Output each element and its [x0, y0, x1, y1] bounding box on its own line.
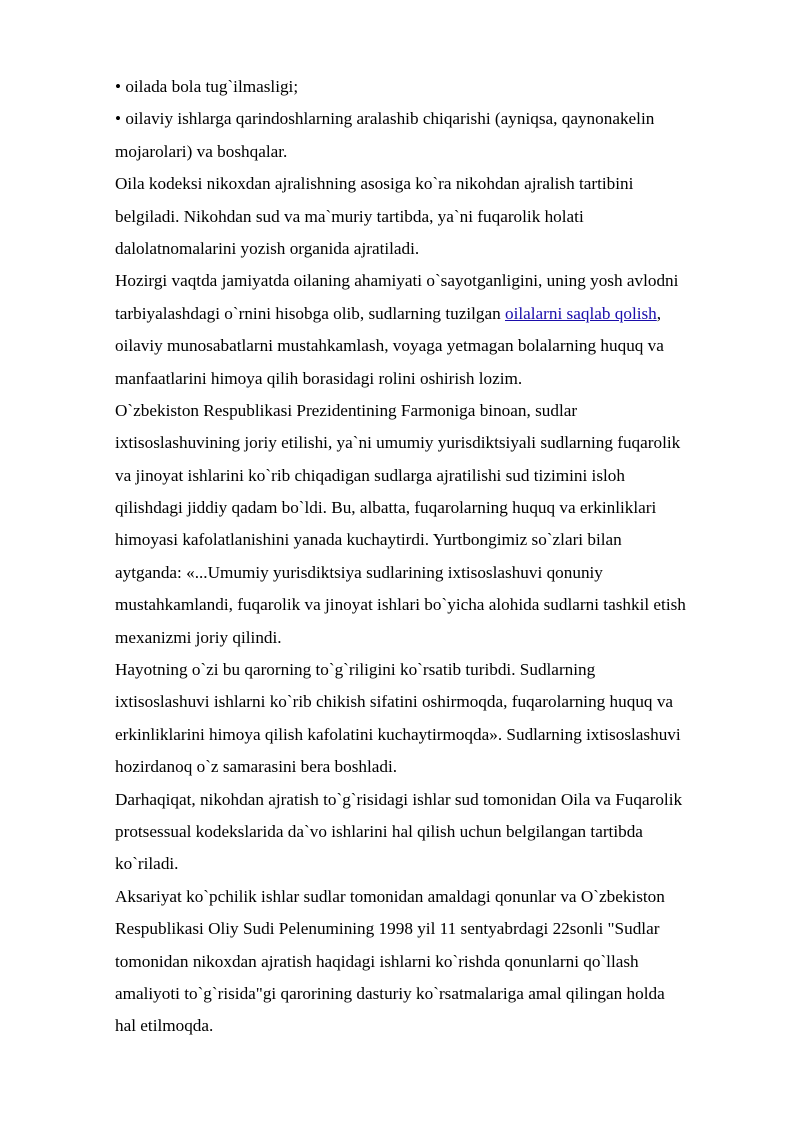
text-line: hal etilmoqda. — [115, 1016, 214, 1036]
text-line: Hayotning o`zi bu qarorning to`g`riligini ko`rsatib turibdi. Sudlarning — [115, 660, 596, 680]
bullet-item: • oilada bola tug`ilmasligi; — [115, 77, 299, 96]
text-line: mexanizmi joriy qilindi. — [115, 627, 282, 647]
text-line: mojarolari) va boshqalar. — [115, 141, 288, 161]
text-line: himoyasi kafolatlanishini yanada kuchaytirdi. Yurtbongimiz so`zlari bilan — [115, 530, 622, 550]
text-line: tomonidan nikoxdan ajratish haqidagi ishlarni ko`rishda qonunlarni qo`llash — [115, 951, 639, 971]
text-line: Darhaqiqat, nikohdan ajratish to`g`risidagi ishlar sud tomonidan Oila va Fuqarolik — [115, 789, 683, 809]
document-body — [115, 71, 755, 1043]
text-line: O`zbekiston Respublikasi Prezidentining Farmoniga binoan, sudlar — [115, 400, 578, 420]
oilalarni-saqlab-qolish-link[interactable]: oilalarni saqlab qolish — [504, 303, 657, 323]
text-line: qilishdagi jiddiy qadam bo`ldi. Bu, albatta, fuqarolarning huquq va erkinliklari — [115, 498, 657, 518]
text-line: ixtisoslashuvi ishlarni ko`rib chikish sifatini oshirmoqda, fuqarolarning huquq va — [115, 692, 674, 712]
text-segment: , — [656, 303, 662, 323]
bullet-item: • oilaviy ishlarga qarindoshlarning aralashib chiqarishi (ayniqsa, qaynonakelin — [115, 109, 655, 129]
text-line: belgiladi. Nikohdan sud va ma`muriy tartibda, ya`ni fuqarolik holati — [115, 206, 584, 226]
text-line-with-link — [115, 298, 755, 330]
text-line: ixtisoslashuvining joriy etilishi, ya`ni umumiy yurisdiktsiyali sudlarning fuqarolik — [115, 433, 681, 453]
text-line: erkinliklarini himoya qilish kafolatini kuchaytirmoqda». Sudlarning ixtisoslashuvi — [115, 724, 681, 744]
text-line: ko`riladi. — [115, 854, 179, 874]
text-line: mustahkamlandi, fuqarolik va jinoyat ishlari bo`yicha alohida sudlarni tashkil etish — [115, 595, 686, 615]
text-line: va jinoyat ishlarini ko`rib chiqadigan sudlarga ajratilishi sud tizimini isloh — [115, 465, 625, 485]
text-line: aytganda: «...Umumiy yurisdiktsiya sudlarining ixtisoslashuvi qonuniy — [115, 562, 603, 582]
text-line: Oila kodeksi nikoxdan ajralishning asosiga ko`ra nikohdan ajralish tartibini — [115, 174, 634, 194]
text-line: protsessual kodekslarida da`vo ishlarini hal qilish uchun belgilangan tartibda — [115, 821, 643, 841]
text-line: Aksariyat ko`pchilik ishlar sudlar tomonidan amaldagi qonunlar va O`zbekiston — [115, 886, 665, 906]
text-line: amaliyoti to`g`risida"gi qarorining dasturiy ko`rsatmalariga amal qilingan holda — [115, 983, 665, 1003]
text-line: Respublikasi Oliy Sudi Pelenumining 1998 yil 11 sentyabrdagi 22sonli "Sudlar — [115, 919, 660, 939]
text-line: hozirdanoq o`z samarasini bera boshladi. — [115, 757, 398, 777]
text-segment: tarbiyalashdagi o`rnini hisobga olib, sudlarning tuzilgan — [115, 303, 505, 323]
text-line: manfaatlarini himoya qilih borasidagi rolini oshirish lozim. — [115, 368, 523, 388]
text-line: oilaviy munosabatlarni mustahkamlash, voyaga yetmagan bolalarning huquq va — [115, 336, 664, 356]
text-line: dalolatnomalarini yozish organida ajratiladi. — [115, 238, 420, 258]
text-line: Hozirgi vaqtda jamiyatda oilaning ahamiyati o`sayotganligini, uning yosh avlodni — [115, 271, 679, 291]
